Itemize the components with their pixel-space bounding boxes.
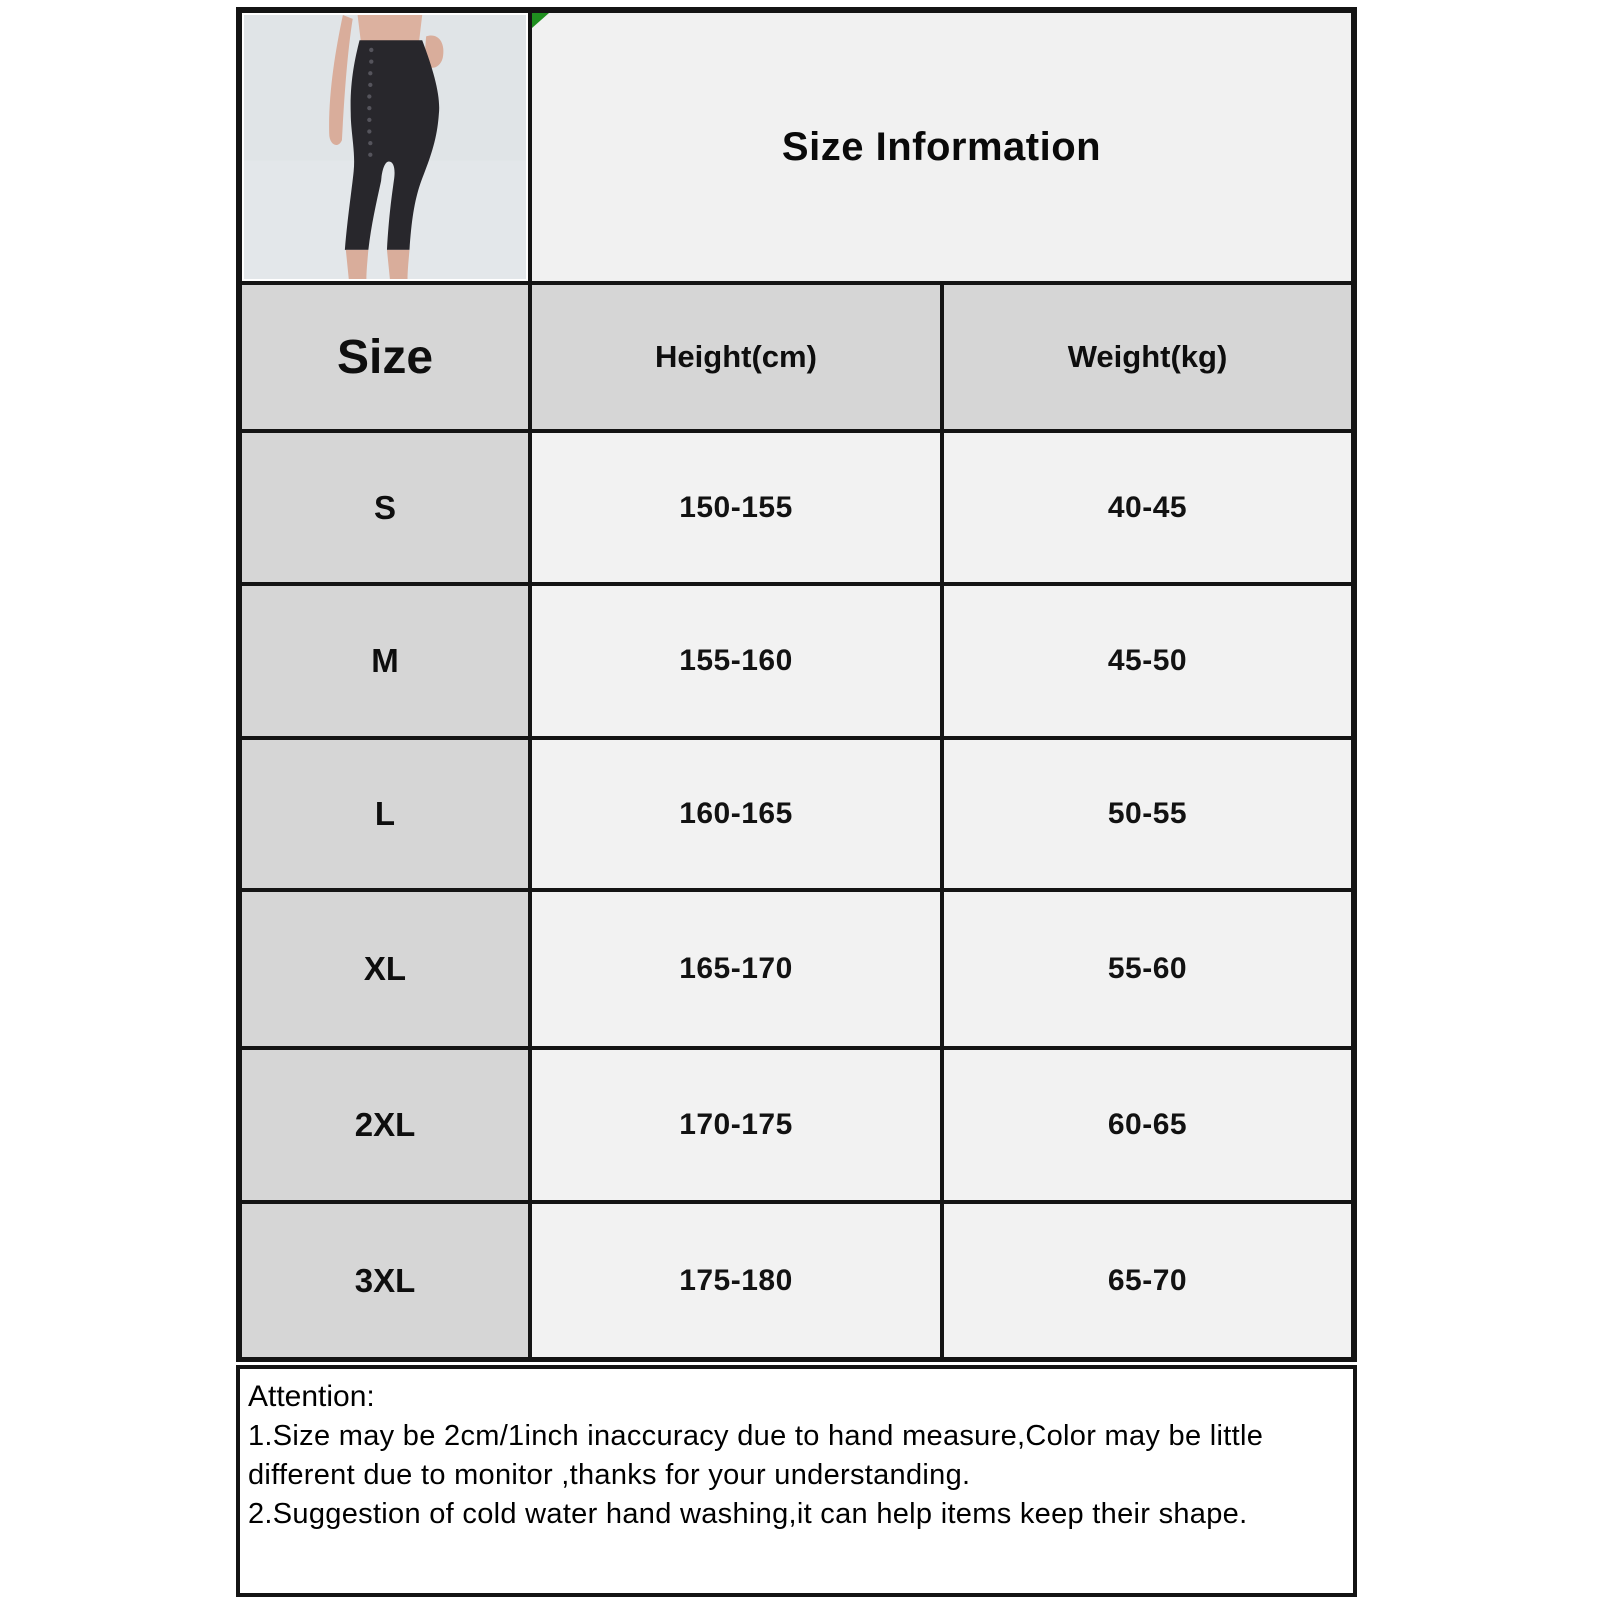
attention-line-1: 1.Size may be 2cm/1inch inaccuracy due to hand measure,Color may be little [248, 1420, 1264, 1452]
column-header-height: Height(cm) [532, 285, 944, 433]
page-title: Size Information [781, 124, 1102, 169]
product-photo-cell [242, 13, 532, 285]
table-row-m-size: M [242, 586, 532, 740]
table-row-3xl-weight: 65-70 [944, 1204, 1351, 1357]
column-header-size: Size [242, 285, 532, 433]
attention-heading: Attention: [248, 1380, 375, 1413]
table-row-l-size: L [242, 740, 532, 892]
table-row-l-weight: 50-55 [944, 740, 1351, 892]
table-row-m-height: 155-160 [532, 586, 944, 740]
table-row-xl-weight: 55-60 [944, 892, 1351, 1050]
column-header-weight: Weight(kg) [944, 285, 1351, 433]
product-photo [244, 15, 526, 279]
size-chart-sheet [236, 7, 1357, 1597]
table-row-3xl-height: 175-180 [532, 1204, 944, 1357]
table-row-s-size: S [242, 433, 532, 586]
table-row-xl-height: 165-170 [532, 892, 944, 1050]
attention-note-box [236, 1365, 1357, 1597]
table-row-m-weight: 45-50 [944, 586, 1351, 740]
table-row-xl-size: XL [242, 892, 532, 1050]
attention-line-3: 2.Suggestion of cold water hand washing,it can help items keep their shape. [248, 1498, 1248, 1530]
attention-line-2: different due to monitor ,thanks for your understanding. [248, 1459, 971, 1491]
title-cell [532, 13, 1351, 285]
green-corner-marker-icon [532, 13, 549, 28]
table-row-l-height: 160-165 [532, 740, 944, 892]
table-row-2xl-size: 2XL [242, 1050, 532, 1204]
table-row-2xl-weight: 60-65 [944, 1050, 1351, 1204]
table-row-3xl-size: 3XL [242, 1204, 532, 1357]
table-row-s-weight: 40-45 [944, 433, 1351, 586]
table-row-2xl-height: 170-175 [532, 1050, 944, 1204]
size-table [236, 7, 1357, 1362]
table-row-s-height: 150-155 [532, 433, 944, 586]
